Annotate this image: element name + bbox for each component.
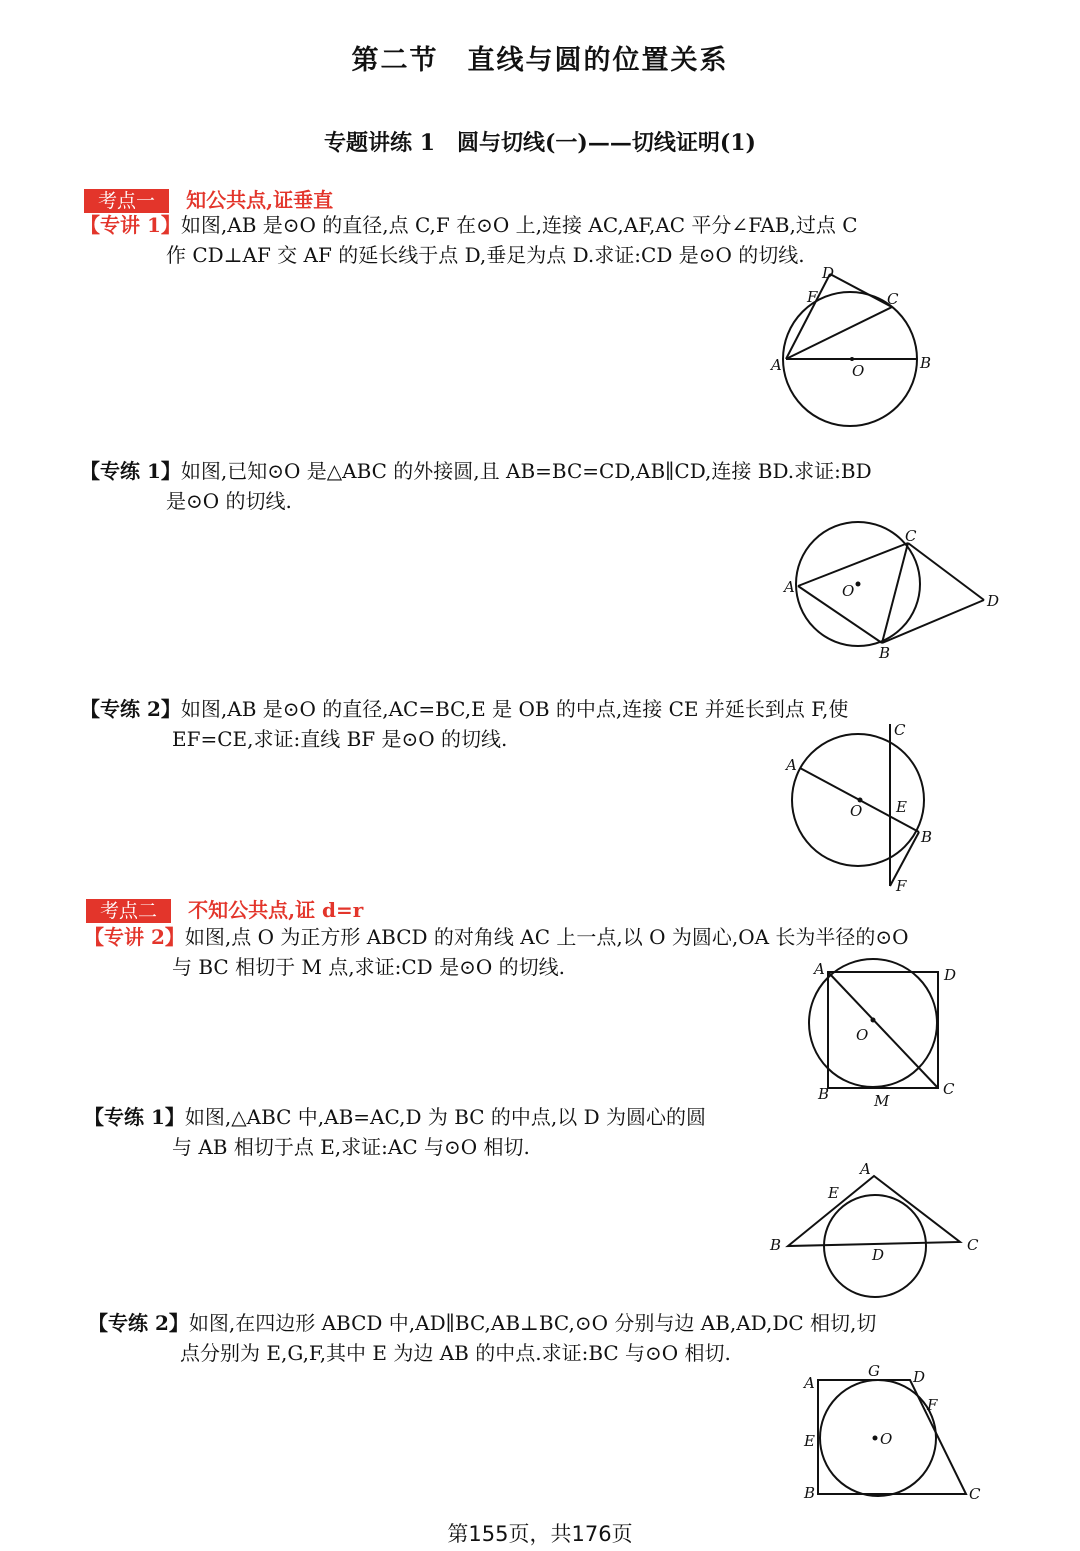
fig-label: B — [921, 828, 933, 846]
s1-ex2-line2: 是⊙O 的切线. — [166, 489, 292, 513]
fig-label: E — [828, 1184, 839, 1202]
fig-label: M — [874, 1092, 890, 1110]
fig-label: C — [969, 1485, 981, 1503]
fig-label: B — [804, 1484, 816, 1502]
line-ad — [786, 274, 830, 359]
fig-label: O — [880, 1430, 893, 1448]
fig-label: C — [887, 290, 899, 308]
fig-label: O — [850, 802, 863, 820]
s1-ex3-line2: EF=CE,求证:直线 BF 是⊙O 的切线. — [172, 727, 508, 751]
s2-ex2-label: 【专练 1】 — [84, 1105, 185, 1129]
fig-label: A — [814, 960, 825, 978]
s2-ex2-line1: 如图,△ABC 中,AB=AC,D 为 BC 的中点,以 D 为圆心的圆 — [184, 1105, 707, 1129]
fig-label: C — [905, 527, 917, 545]
s2-ex3-figure — [796, 1362, 996, 1508]
fig-label: B — [818, 1085, 830, 1103]
fig-label: G — [868, 1362, 880, 1380]
line-bc — [882, 543, 908, 643]
triangle-abc — [788, 1176, 960, 1246]
fig-label: C — [967, 1236, 979, 1254]
section2-header — [86, 894, 363, 923]
fig-label: F — [896, 877, 907, 895]
fig-label: E — [896, 798, 907, 816]
diagonal-ac — [828, 972, 938, 1088]
section-title: 第二节 直线与圆的位置关系 — [351, 45, 729, 76]
page-number: 第155页，共176页 — [447, 1522, 633, 1546]
fig-label: O — [856, 1026, 869, 1044]
s2-ex2-text — [84, 1102, 804, 1162]
s1-ex1-line1: 如图,AB 是⊙O 的直径,点 C,F 在⊙O 上,连接 AC,AF,AC 平分∠FAB,过点 C — [180, 213, 858, 237]
section2-title: 不知公共点,证 d=r — [188, 898, 364, 922]
fig-label: F — [927, 1396, 938, 1414]
s2-ex1-label: 【专讲 2】 — [84, 925, 185, 949]
s1-ex1-text — [80, 210, 1010, 270]
center-dot — [850, 357, 854, 361]
s1-ex3-figure — [780, 720, 950, 900]
s2-ex3-label: 【专练 2】 — [88, 1311, 189, 1335]
fig-label: D — [944, 966, 957, 984]
s2-ex2-figure — [766, 1156, 996, 1302]
fig-label: D — [872, 1246, 885, 1264]
fig-label: A — [771, 356, 782, 374]
center-dot — [856, 582, 861, 587]
fig-label: E — [804, 1432, 815, 1450]
center-dot — [871, 1018, 876, 1023]
line-ab — [798, 586, 882, 643]
center-dot — [873, 1436, 878, 1441]
fig-label: D — [822, 264, 835, 282]
s1-ex1-label: 【专讲 1】 — [80, 213, 181, 237]
section2-tag: 考点二 — [86, 899, 171, 923]
line-ac — [786, 307, 892, 359]
fig-label: B — [770, 1236, 782, 1254]
fig-label: C — [894, 721, 906, 739]
fig-label: B — [879, 644, 891, 662]
fig-label: D — [987, 592, 1000, 610]
line-bd — [882, 600, 984, 643]
section1-tag: 考点一 — [84, 189, 169, 213]
s1-ex1-figure — [760, 262, 960, 430]
s1-ex2-label: 【专练 1】 — [80, 459, 181, 483]
fig-label: A — [784, 578, 795, 596]
fig-label: F — [807, 288, 818, 306]
topic-subtitle: 专题讲练 1 圆与切线(一)——切线证明(1) — [324, 130, 756, 156]
fig-label: O — [852, 362, 865, 380]
s2-ex3-line2: 点分别为 E,G,F,其中 E 为边 AB 的中点.求证:BC 与⊙O 相切. — [180, 1341, 731, 1365]
s1-ex2-text — [80, 456, 1010, 516]
s1-ex3-label: 【专练 2】 — [80, 697, 181, 721]
s2-ex1-figure — [806, 956, 976, 1110]
line-dc — [830, 274, 892, 307]
fig-label: C — [943, 1080, 955, 1098]
fig-label: D — [913, 1368, 926, 1386]
fig-label: A — [860, 1160, 871, 1178]
s1-ex3-line1: 如图,AB 是⊙O 的直径,AC=BC,E 是 OB 的中点,连接 CE 并延长到点 F,使 — [180, 697, 849, 721]
s1-ex1-line2: 作 CD⊥AF 交 AF 的延长线于点 D,垂足为点 D.求证:CD 是⊙O 的切线. — [166, 243, 805, 267]
fig-label: A — [786, 756, 797, 774]
s2-ex2-line2: 与 AB 相切于点 E,求证:AC 与⊙O 相切. — [172, 1135, 530, 1159]
s1-ex2-figure — [776, 516, 1006, 666]
fig-label: O — [842, 582, 855, 600]
section1-title: 知公共点,证垂直 — [186, 188, 334, 212]
fig-label: A — [804, 1374, 815, 1392]
section1-header — [84, 184, 333, 213]
s1-ex2-line1: 如图,已知⊙O 是△ABC 的外接圆,且 AB=BC=CD,AB∥CD,连接 BD.求证:BD — [180, 459, 872, 483]
fig-label: B — [920, 354, 932, 372]
s2-ex1-line2: 与 BC 相切于 M 点,求证:CD 是⊙O 的切线. — [172, 955, 565, 979]
line-ac — [798, 543, 908, 586]
s2-ex3-line1: 如图,在四边形 ABCD 中,AD∥BC,AB⊥BC,⊙O 分别与边 AB,AD,DC 相切,切 — [188, 1311, 877, 1335]
s2-ex1-line1: 如图,点 O 为正方形 ABCD 的对角线 AC 上一点,以 O 为圆心,OA 长为半径的⊙O — [184, 925, 909, 949]
s2-ex3-text — [88, 1308, 1018, 1368]
